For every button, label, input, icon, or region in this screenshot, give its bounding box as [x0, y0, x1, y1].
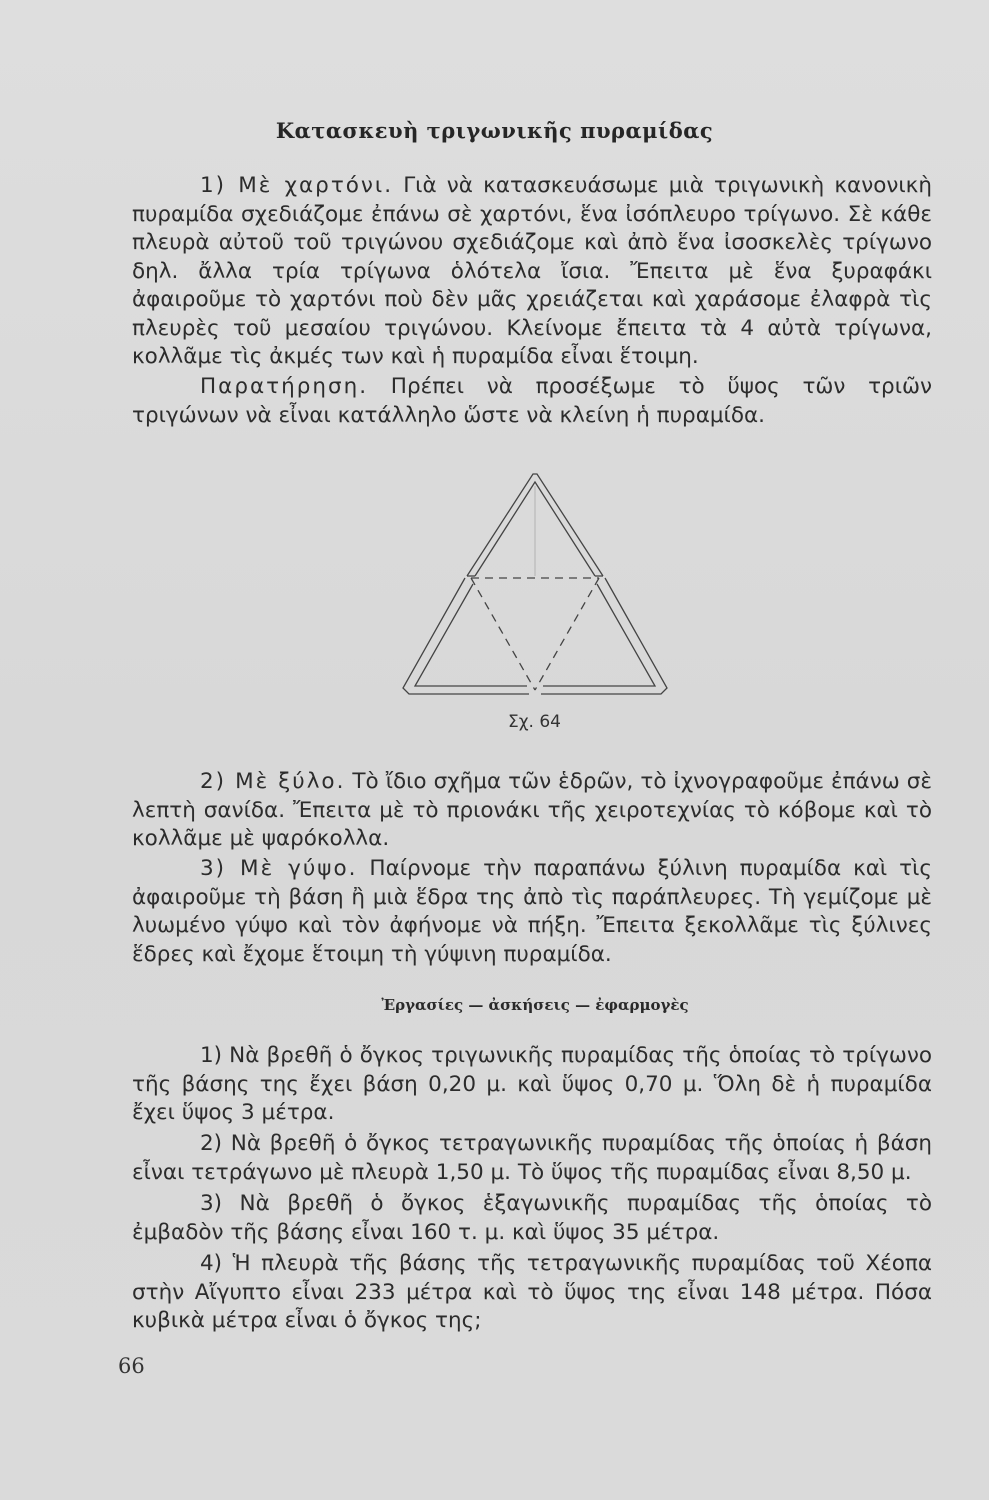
- section-paper-lead: 1) Μὲ χαρτόνι.: [200, 173, 394, 198]
- exercise-2: 2) Νὰ βρεθῆ ὁ ὄγκος τετραγωνικῆς πυραμίδας τῆς ὁποίας ἡ βάση εἶναι τετράγωνο μὲ πλευρὰ 1,50 μ. Τὸ ὕψος τῆς πυραμίδας εἶναι 8,50 μ.: [132, 1131, 932, 1185]
- flap-right-inner: [543, 584, 655, 686]
- section-plaster: [132, 855, 932, 969]
- fold-line-right: [535, 578, 599, 690]
- exercise-3: 3) Νὰ βρεθῆ ὁ ὄγκος ἑξαγωνικῆς πυραμίδας τῆς ὁποίας τὸ ἐμβαδὸν τῆς βάσης εἶναι 160 τ. μ. καὶ ὕψος 35 μέτρα.: [132, 1191, 932, 1245]
- section-paper-body: Γιὰ νὰ κατασκευάσωμε μιὰ τριγωνικὴ κανονικὴ πυραμίδα σχεδιάζομε ἐπάνω σὲ χαρτόνι, ἕνα ἰσόπλευρο τρίγωνο. Σὲ κάθε πλευρὰ αὐτοῦ τοῦ τριγώνου σχεδιάζομε καὶ ἀπὸ ἕνα ἰσοσκελὲς τρίγωνο δηλ. ἄλλα τρία τρίγωνα ὁλότελα ἴσια. Ἔπειτα μὲ ἕνα ξυραφάκι ἀφαιροῦμε τὸ χαρτόνι ποὺ δὲν μᾶς χρειάζεται καὶ χαράσομε ἐλαφρὰ τὶς πλευρὲς τοῦ μεσαίου τριγώνου. Κλείνομε ἔπειτα τὰ 4 αὐτὰ τρίγωνα, κολλᾶμε τὶς ἀκμές των καὶ ἡ πυραμίδα εἶναι ἕτοιμη.: [132, 173, 932, 369]
- exercise-1: 1) Νὰ βρεθῆ ὁ ὄγκος τριγωνικῆς πυραμίδας τῆς ὁποίας τὸ τρίγωνο τῆς βάσης της ἔχει βάση 0,20 μ. καὶ ὕψος 0,70 μ. Ὅλη δὲ ἡ πυραμίδα ἔχει ὕψος 3 μέτρα.: [132, 1043, 932, 1125]
- note-lead: Παρατήρηση.: [200, 374, 369, 399]
- note-body: Πρέπει νὰ προσέξωμε τὸ ὕψος τῶν τριῶν τριγώνων νὰ εἶναι κατάλληλο ὥστε νὰ κλείνη ἡ πυραμίδα.: [132, 374, 932, 428]
- section-plaster-body: Παίρνομε τὴν παραπάνω ξύλινη πυραμίδα καὶ τὶς ἀφαιροῦμε τὴ βάση ἢ μιὰ ἕδρα της ἀπὸ τὶς παράπλευρες. Τὴ γεμίζομε μὲ λυωμένο γύψο καὶ τὸν ἀφήνομε νὰ πήξη. Ἔπειτα ξεκολλᾶμε τὶς ξύλινες ἕδρες καὶ ἔχομε ἕτοιμη τὴ γύψινη πυραμίδα.: [132, 856, 932, 967]
- flap-left-inner: [415, 584, 527, 686]
- section-paper: [132, 172, 932, 372]
- fold-line-left: [471, 578, 535, 690]
- section-plaster-lead: 3) Μὲ γύψο.: [200, 856, 358, 881]
- exercises-title: Ἐργασίες — ἀσκήσεις — ἐφαρμογὲς: [381, 996, 689, 1014]
- exercise-4: 4) Ἡ πλευρὰ τῆς βάσης τῆς τετραγωνικῆς πυραμίδας τοῦ Χέοπα στὴν Αἴγυπτο εἶναι 233 μέτρα καὶ τὸ ὕψος της εἶναι 148 μέτρα. Πόσα κυβικὰ μέτρα εἶναι ὁ ὄγκος της;: [132, 1251, 932, 1333]
- page-number: 66: [118, 1354, 145, 1378]
- note-paragraph: [132, 373, 932, 430]
- section-wood-lead: 2) Μὲ ξύλο.: [200, 769, 346, 794]
- section-wood-body: Τὸ ἴδιο σχῆμα τῶν ἑδρῶν, τὸ ἰχνογραφοῦμε ἐπάνω σὲ λεπτὴ σανίδα. Ἔπειτα μὲ τὸ πριονάκι τῆς χειροτεχνίας τὸ κόβομε καὶ τὸ κολλᾶμε μὲ ψαρόκολλα.: [132, 769, 932, 851]
- section-wood: [132, 768, 932, 854]
- page-title: Κατασκευὴ τριγωνικῆς πυραμίδας: [275, 118, 714, 143]
- pyramid-net-figure: [395, 466, 675, 706]
- figure-caption: Σχ. 64: [508, 712, 562, 732]
